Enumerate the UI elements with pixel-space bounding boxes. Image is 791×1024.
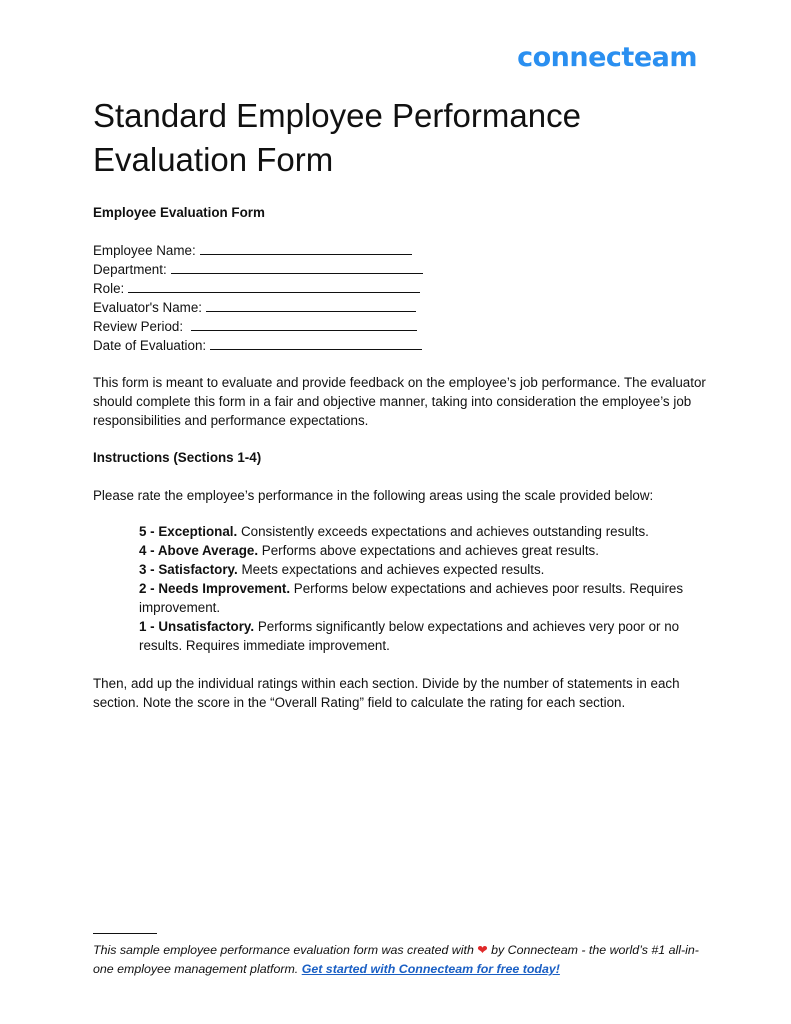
form-heading: Employee Evaluation Form <box>93 205 265 220</box>
review-period-line[interactable] <box>191 318 417 331</box>
scale-item-2: 2 - Needs Improvement. Performs below expectations and achieves poor results. Requires improvement. <box>139 581 684 615</box>
department-line[interactable] <box>171 261 423 274</box>
rating-scale-list <box>139 522 709 655</box>
department-label: Department: <box>93 262 167 277</box>
evaluation-date-field[interactable] <box>93 336 423 355</box>
instructions-heading: Instructions (Sections 1-4) <box>93 450 262 465</box>
employee-name-field[interactable] <box>93 241 423 260</box>
employee-info-fields <box>93 241 423 355</box>
footnote-divider <box>93 933 157 934</box>
footnote: This sample employee performance evaluation form was created with ❤ by Connecteam - the world’s #1 all-in-one employee management platform. Get started with Connecteam for free today! <box>93 943 699 976</box>
evaluator-name-field[interactable] <box>93 298 423 317</box>
role-label: Role: <box>93 281 125 296</box>
review-period-field[interactable] <box>93 317 423 336</box>
closing-paragraph: Then, add up the individual ratings within each section. Divide by the number of statements in each section. Note the score in the “Overall Rating” field to calculate the rating for each section. <box>93 676 680 710</box>
employee-name-line[interactable] <box>200 242 412 255</box>
scale-item-4: 4 - Above Average. Performs above expectations and achieves great results. <box>139 543 599 558</box>
scale-item-5: 5 - Exceptional. Consistently exceeds expectations and achieves outstanding results. <box>139 524 649 539</box>
evaluation-date-label: Date of Evaluation: <box>93 338 207 353</box>
role-field[interactable] <box>93 279 423 298</box>
evaluator-name-line[interactable] <box>206 299 416 312</box>
department-field[interactable] <box>93 260 423 279</box>
employee-name-label: Employee Name: <box>93 243 196 258</box>
review-period-label: Review Period: <box>93 319 184 334</box>
evaluator-name-label: Evaluator's Name: <box>93 300 202 315</box>
evaluation-date-line[interactable] <box>210 337 422 350</box>
heart-icon: ❤ <box>477 943 488 957</box>
connecteam-logo: connecteam <box>517 42 697 73</box>
role-line[interactable] <box>128 280 420 293</box>
scale-item-3: 3 - Satisfactory. Meets expectations and achieves expected results. <box>139 562 545 577</box>
intro-paragraph: This form is meant to evaluate and provide feedback on the employee’s job performance. The evaluator should complete this form in a fair and objective manner, taking into consideration the employee’s job responsibilities and performance expectations. <box>93 375 706 428</box>
scale-item-1: 1 - Unsatisfactory. Performs significantly below expectations and achieves very poor or no results. Requires immediate improvement. <box>139 619 680 653</box>
get-started-link[interactable]: Get started with Connecteam for free today! <box>301 962 560 976</box>
page-title: Standard Employee Performance Evaluation Form <box>93 97 581 178</box>
instructions-text: Please rate the employee’s performance in the following areas using the scale provided below: <box>93 488 654 503</box>
